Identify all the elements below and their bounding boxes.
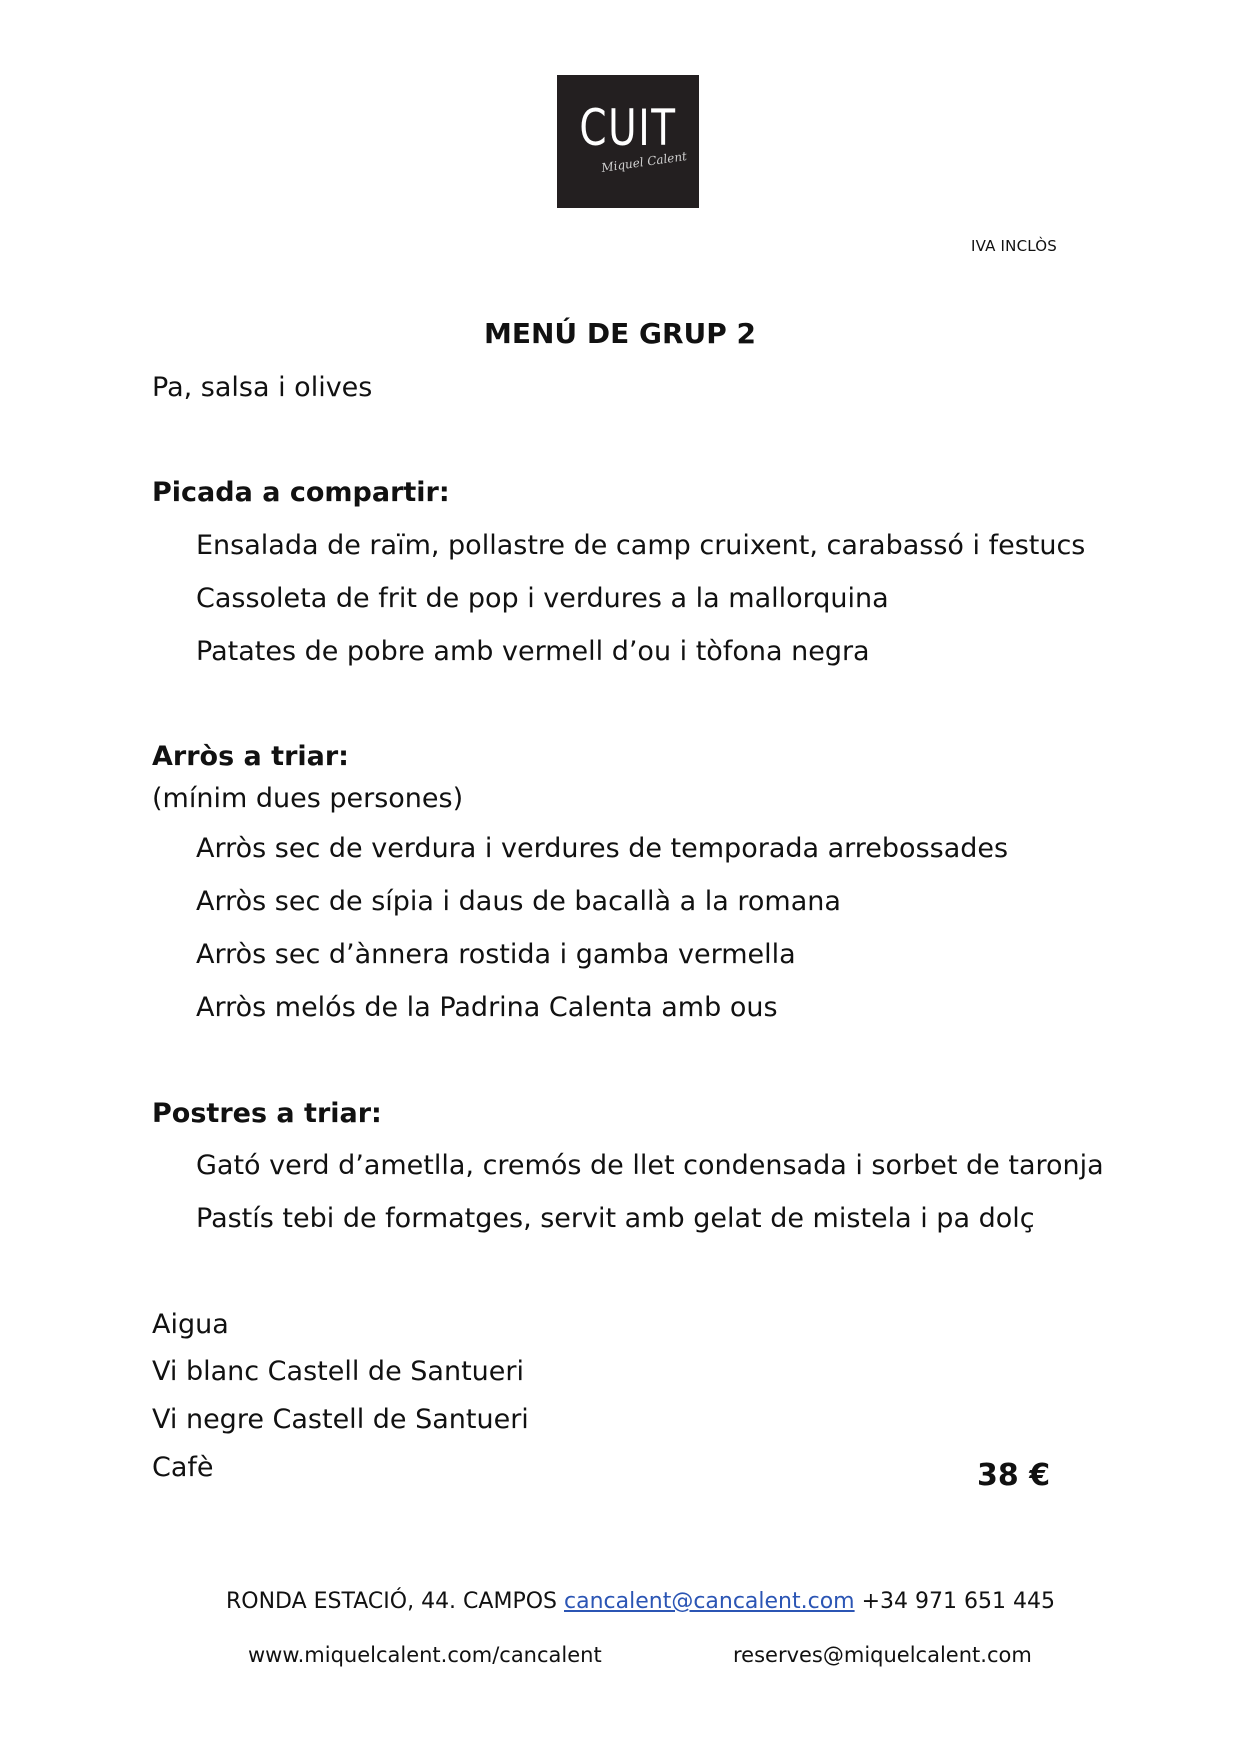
logo-signature: Miquel Calent [600, 149, 688, 175]
footer-website-link[interactable]: www.miquelcalent.com/cancalent [248, 1643, 602, 1667]
drink-item: Vi negre Castell de Santueri [152, 1404, 529, 1435]
arros-note: (mínim dues persones) [152, 783, 464, 814]
arros-item: Arròs sec d’ànnera rostida i gamba vermella [196, 939, 796, 970]
arros-item: Arròs melós de la Padrina Calenta amb ous [196, 992, 778, 1023]
arros-heading: Arròs a triar: [152, 741, 349, 772]
vat-note: IVA INCLÒS [970, 237, 1057, 255]
menu-price: 38 € [977, 1458, 1051, 1493]
logo-wordmark: CUIT [579, 99, 677, 157]
footer-phone: +34 971 651 445 [861, 1589, 1055, 1614]
arros-item: Arròs sec de sípia i daus de bacallà a la romana [196, 886, 841, 917]
postres-item: Gató verd d’ametlla, cremós de llet condensada i sorbet de taronja [196, 1150, 1104, 1181]
intro-line: Pa, salsa i olives [152, 372, 373, 403]
picada-item: Patates de pobre amb vermell d’ou i tòfona negra [196, 636, 870, 667]
menu-title: MENÚ DE GRUP 2 [483, 317, 757, 350]
footer-reservations-email[interactable]: reserves@miquelcalent.com [733, 1643, 1032, 1667]
postres-heading: Postres a triar: [152, 1098, 382, 1129]
footer-contact-line [226, 1589, 1055, 1614]
picada-item: Ensalada de raïm, pollastre de camp cruixent, carabassó i festucs [196, 530, 1086, 561]
drink-item: Aigua [152, 1309, 229, 1340]
restaurant-logo [557, 75, 699, 208]
footer-address: RONDA ESTACIÓ, 44. CAMPOS [226, 1589, 557, 1614]
drink-item: Cafè [152, 1452, 214, 1483]
picada-heading: Picada a compartir: [152, 477, 450, 508]
postres-item: Pastís tebi de formatges, servit amb gelat de mistela i pa dolç [196, 1203, 1035, 1234]
arros-item: Arròs sec de verdura i verdures de temporada arrebossades [196, 833, 1009, 864]
footer-email-link[interactable]: cancalent@cancalent.com [564, 1589, 855, 1614]
picada-item: Cassoleta de frit de pop i verdures a la mallorquina [196, 583, 889, 614]
drink-item: Vi blanc Castell de Santueri [152, 1356, 524, 1387]
